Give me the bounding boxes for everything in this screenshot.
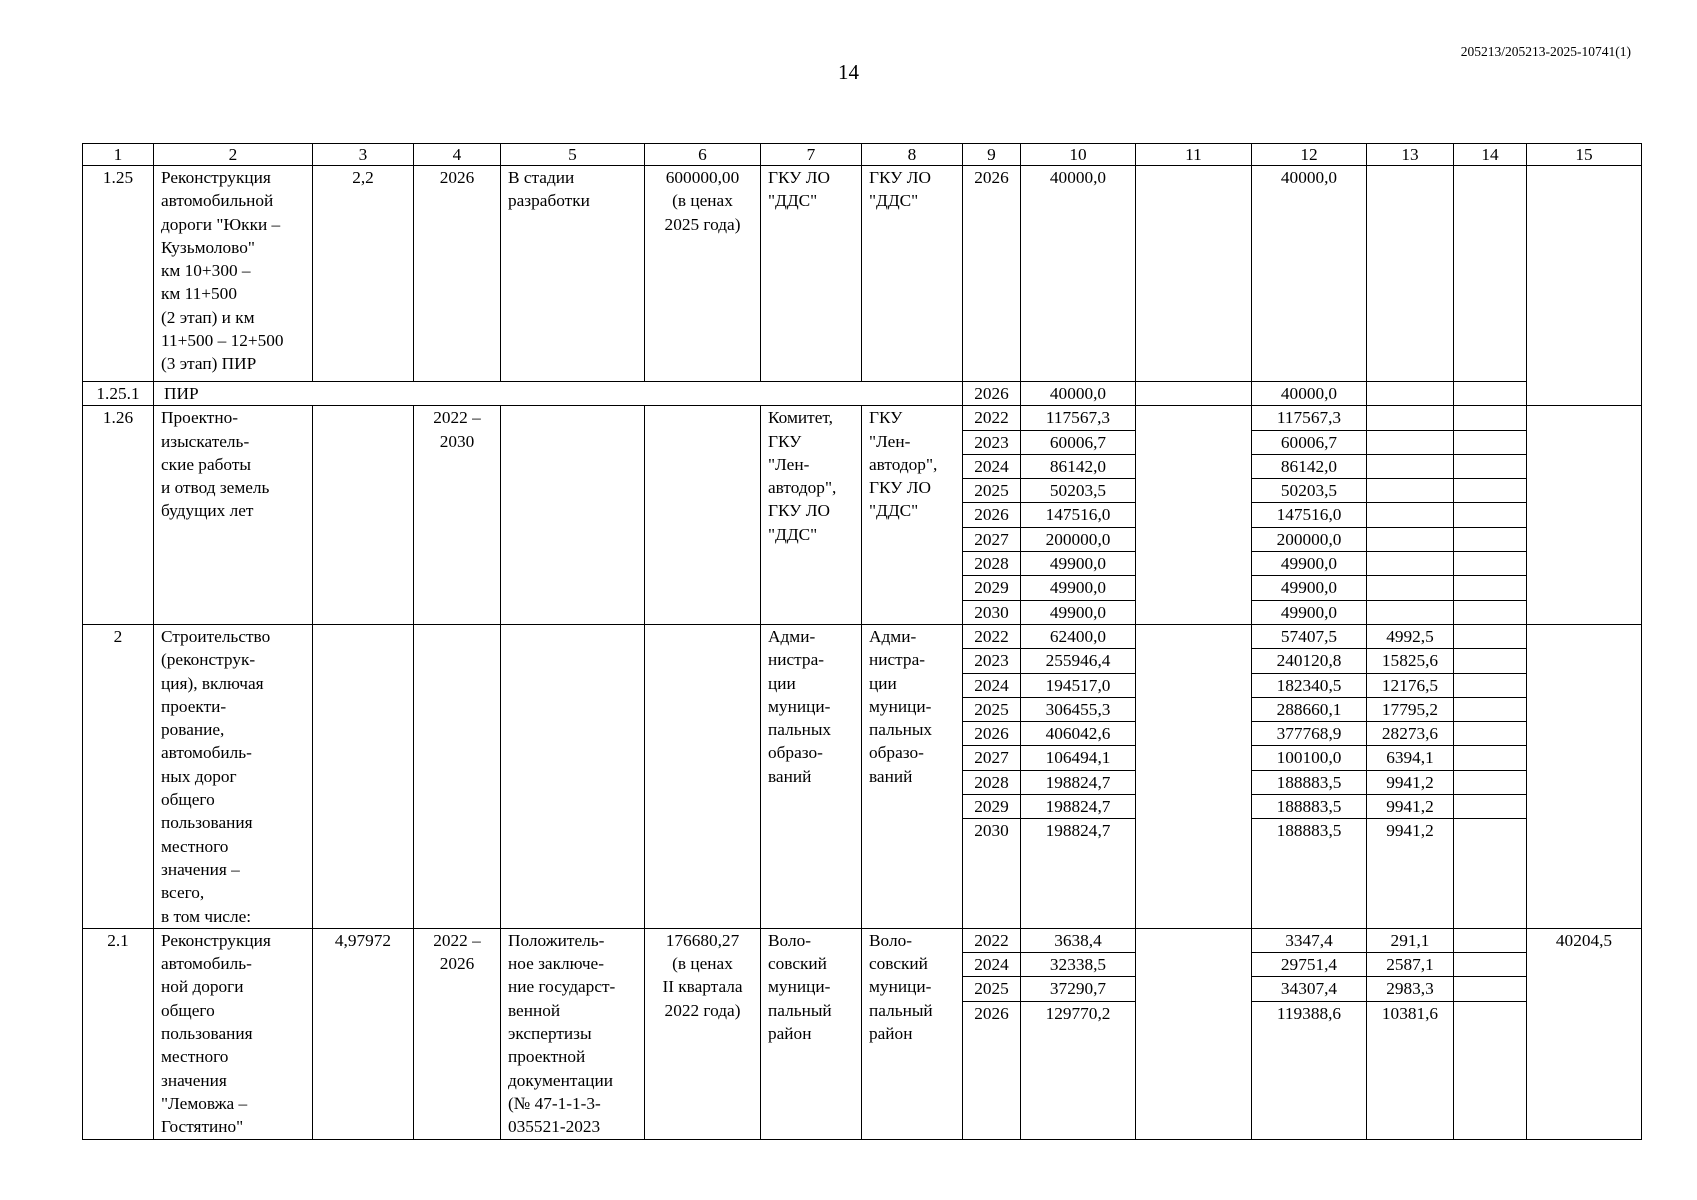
capacity-cell: 2,2 xyxy=(313,166,414,382)
year-cell: 2030 xyxy=(963,600,1021,624)
total-cell: 49900,0 xyxy=(1021,552,1136,576)
year-cell: 2024 xyxy=(963,673,1021,697)
year-cell: 2025 xyxy=(963,977,1021,1001)
regional-budget-cell: 188883,5 xyxy=(1252,819,1367,928)
empty-cell xyxy=(1136,406,1252,625)
year-cell: 2023 xyxy=(963,430,1021,454)
regional-budget-cell: 240120,8 xyxy=(1252,649,1367,673)
regional-budget-cell: 100100,0 xyxy=(1252,746,1367,770)
empty-cell xyxy=(1136,928,1252,1139)
year-cell: 2026 xyxy=(963,1001,1021,1139)
total-cell: 49900,0 xyxy=(1021,600,1136,624)
total-cell: 306455,3 xyxy=(1021,697,1136,721)
total-cell: 40000,0 xyxy=(1021,166,1136,382)
col-number: 9 xyxy=(963,144,1021,166)
empty-cell xyxy=(1454,928,1527,952)
year-cell: 2026 xyxy=(963,503,1021,527)
col-number: 1 xyxy=(83,144,154,166)
total-cell: 37290,7 xyxy=(1021,977,1136,1001)
total-cell: 86142,0 xyxy=(1021,454,1136,478)
empty-cell xyxy=(1454,454,1527,478)
empty-cell xyxy=(1527,406,1642,625)
local-budget-cell: 9941,2 xyxy=(1367,819,1454,928)
empty-cell xyxy=(1454,673,1527,697)
empty-cell xyxy=(1454,430,1527,454)
program-table xyxy=(82,143,1642,1140)
total-cell: 32338,5 xyxy=(1021,953,1136,977)
total-cell: 60006,7 xyxy=(1021,430,1136,454)
page-number: 14 xyxy=(838,60,859,84)
regional-budget-cell: 182340,5 xyxy=(1252,673,1367,697)
col-number: 10 xyxy=(1021,144,1136,166)
empty-cell xyxy=(313,406,414,625)
empty-cell xyxy=(1454,722,1527,746)
empty-cell xyxy=(1136,624,1252,928)
empty-cell xyxy=(1454,819,1527,928)
regional-budget-cell: 49900,0 xyxy=(1252,552,1367,576)
empty-cell xyxy=(1367,600,1454,624)
local-budget-cell: 6394,1 xyxy=(1367,746,1454,770)
regional-budget-cell: 288660,1 xyxy=(1252,697,1367,721)
year-cell: 2029 xyxy=(963,576,1021,600)
executor-cell: Адми- нистра- ции муници- пальных образо- ваний xyxy=(862,624,963,928)
year-cell: 2027 xyxy=(963,746,1021,770)
total-cell: 198824,7 xyxy=(1021,770,1136,794)
year-cell: 2028 xyxy=(963,770,1021,794)
total-cell: 198824,7 xyxy=(1021,819,1136,928)
table-row-1-25-1 xyxy=(83,382,1642,406)
col-number: 13 xyxy=(1367,144,1454,166)
table-row-2 xyxy=(83,624,1642,648)
col-number: 5 xyxy=(501,144,645,166)
empty-cell xyxy=(1454,503,1527,527)
regional-budget-cell: 49900,0 xyxy=(1252,576,1367,600)
total-cell: 3638,4 xyxy=(1021,928,1136,952)
empty-cell xyxy=(1454,953,1527,977)
empty-cell xyxy=(313,624,414,928)
empty-cell xyxy=(1136,166,1252,382)
empty-cell xyxy=(1454,1001,1527,1139)
object-name: Реконструкция автомобильной дороги "Юкки – Кузьмолово" км 10+300 – км 11+500 (2 этап) и км 11+500 – 12+500 (3 этап) ПИР xyxy=(154,166,313,382)
period-cell: 2022 – 2030 xyxy=(414,406,501,625)
empty-cell xyxy=(1454,527,1527,551)
status-cell: В стадии разработки xyxy=(501,166,645,382)
table-row-2-1 xyxy=(83,928,1642,952)
customer-cell: ГКУ ЛО "ДДС" xyxy=(761,166,862,382)
year-cell: 2026 xyxy=(963,166,1021,382)
col-number: 14 xyxy=(1454,144,1527,166)
row-number: 1.26 xyxy=(83,406,154,625)
customer-cell: Адми- нистра- ции муници- пальных образо- ваний xyxy=(761,624,862,928)
empty-cell xyxy=(1454,552,1527,576)
regional-budget-cell: 3347,4 xyxy=(1252,928,1367,952)
empty-cell xyxy=(1367,479,1454,503)
local-budget-cell: 2587,1 xyxy=(1367,953,1454,977)
table-row-1-26 xyxy=(83,406,1642,430)
empty-cell xyxy=(1454,382,1527,406)
local-budget-cell: 9941,2 xyxy=(1367,770,1454,794)
empty-cell xyxy=(1454,697,1527,721)
total-cell: 40000,0 xyxy=(1021,382,1136,406)
year-cell: 2023 xyxy=(963,649,1021,673)
local-budget-cell: 9941,2 xyxy=(1367,795,1454,819)
empty-cell xyxy=(1367,382,1454,406)
empty-cell xyxy=(645,624,761,928)
regional-budget-cell: 188883,5 xyxy=(1252,770,1367,794)
row-number: 1.25 xyxy=(83,166,154,382)
total-cell: 106494,1 xyxy=(1021,746,1136,770)
object-name: Реконструкция автомобиль- ной дороги общего пользования местного значения "Лемовжа – Гостятино" xyxy=(154,928,313,1139)
regional-budget-cell: 50203,5 xyxy=(1252,479,1367,503)
cost-cell: 600000,00 (в ценах 2025 года) xyxy=(645,166,761,382)
regional-budget-cell: 147516,0 xyxy=(1252,503,1367,527)
row-number: 2 xyxy=(83,624,154,928)
executor-cell: ГКУ ЛО "ДДС" xyxy=(862,166,963,382)
empty-cell xyxy=(1367,527,1454,551)
year-cell: 2027 xyxy=(963,527,1021,551)
regional-budget-cell: 60006,7 xyxy=(1252,430,1367,454)
local-budget-cell: 17795,2 xyxy=(1367,697,1454,721)
empty-cell xyxy=(1454,166,1527,382)
empty-cell xyxy=(1367,406,1454,430)
local-budget-cell: 291,1 xyxy=(1367,928,1454,952)
year-cell: 2030 xyxy=(963,819,1021,928)
year-cell: 2022 xyxy=(963,624,1021,648)
empty-cell xyxy=(1367,552,1454,576)
cost-cell: 176680,27 (в ценах II квартала 2022 года) xyxy=(645,928,761,1139)
total-cell: 198824,7 xyxy=(1021,795,1136,819)
year-cell: 2022 xyxy=(963,928,1021,952)
col-number: 6 xyxy=(645,144,761,166)
empty-cell xyxy=(645,406,761,625)
empty-cell xyxy=(1454,600,1527,624)
customer-cell: Комитет, ГКУ "Лен- автодор", ГКУ ЛО "ДДС" xyxy=(761,406,862,625)
year-cell: 2028 xyxy=(963,552,1021,576)
local-budget-cell: 12176,5 xyxy=(1367,673,1454,697)
year-cell: 2022 xyxy=(963,406,1021,430)
total-cell: 194517,0 xyxy=(1021,673,1136,697)
empty-cell xyxy=(501,624,645,928)
year-cell: 2026 xyxy=(963,382,1021,406)
local-budget-cell: 2983,3 xyxy=(1367,977,1454,1001)
total-cell: 129770,2 xyxy=(1021,1001,1136,1139)
regional-budget-cell: 117567,3 xyxy=(1252,406,1367,430)
year-cell: 2026 xyxy=(963,722,1021,746)
period-cell: 2026 xyxy=(414,166,501,382)
object-name: Строительство (реконструк- ция), включая проекти- рование, автомобиль- ных дорог общего пользования местного значения – всего, в том числе: xyxy=(154,624,313,928)
local-budget-cell: 28273,6 xyxy=(1367,722,1454,746)
empty-cell xyxy=(1454,406,1527,430)
local-budget-cell: 4992,5 xyxy=(1367,624,1454,648)
executor-cell: ГКУ "Лен- автодор", ГКУ ЛО "ДДС" xyxy=(862,406,963,625)
empty-cell xyxy=(1136,382,1252,406)
year-cell: 2024 xyxy=(963,953,1021,977)
empty-cell xyxy=(1454,795,1527,819)
object-name: ПИР xyxy=(154,382,963,406)
regional-budget-cell: 86142,0 xyxy=(1252,454,1367,478)
total-cell: 147516,0 xyxy=(1021,503,1136,527)
total-cell: 117567,3 xyxy=(1021,406,1136,430)
empty-cell xyxy=(1367,503,1454,527)
empty-cell xyxy=(1527,624,1642,928)
col-number: 12 xyxy=(1252,144,1367,166)
regional-budget-cell: 377768,9 xyxy=(1252,722,1367,746)
row-number: 2.1 xyxy=(83,928,154,1139)
total-cell: 406042,6 xyxy=(1021,722,1136,746)
empty-cell xyxy=(1527,166,1642,406)
col-number: 2 xyxy=(154,144,313,166)
empty-cell xyxy=(1367,430,1454,454)
object-name: Проектно- изыскатель- ские работы и отвод земель будущих лет xyxy=(154,406,313,625)
capacity-cell: 4,97972 xyxy=(313,928,414,1139)
year-cell: 2029 xyxy=(963,795,1021,819)
empty-cell xyxy=(1454,977,1527,1001)
year-cell: 2025 xyxy=(963,479,1021,503)
period-cell: 2022 – 2026 xyxy=(414,928,501,1139)
year-cell: 2024 xyxy=(963,454,1021,478)
table-row-1-25 xyxy=(83,166,1642,382)
year-cell: 2025 xyxy=(963,697,1021,721)
total-cell: 49900,0 xyxy=(1021,576,1136,600)
local-budget-cell: 10381,6 xyxy=(1367,1001,1454,1139)
total-cell: 255946,4 xyxy=(1021,649,1136,673)
col-number: 8 xyxy=(862,144,963,166)
regional-budget-cell: 200000,0 xyxy=(1252,527,1367,551)
customer-cell: Воло- совский муници- пальный район xyxy=(761,928,862,1139)
empty-cell xyxy=(1454,624,1527,648)
empty-cell xyxy=(1454,479,1527,503)
col-number: 4 xyxy=(414,144,501,166)
col-number: 3 xyxy=(313,144,414,166)
regional-budget-cell: 29751,4 xyxy=(1252,953,1367,977)
document-id: 205213/205213-2025-10741(1) xyxy=(1460,44,1631,59)
total-cell: 62400,0 xyxy=(1021,624,1136,648)
status-cell: Положитель- ное заключе- ние государст- венной экспертизы проектной документации (№ 47-1-1-3- 035521-2023 xyxy=(501,928,645,1139)
total-cell: 50203,5 xyxy=(1021,479,1136,503)
empty-cell xyxy=(1454,649,1527,673)
regional-budget-cell: 119388,6 xyxy=(1252,1001,1367,1139)
local-budget-cell: 15825,6 xyxy=(1367,649,1454,673)
regional-budget-cell: 40000,0 xyxy=(1252,166,1367,382)
col-number: 15 xyxy=(1527,144,1642,166)
regional-budget-cell: 49900,0 xyxy=(1252,600,1367,624)
total-cell: 200000,0 xyxy=(1021,527,1136,551)
column-number-row xyxy=(83,144,1642,166)
col-number: 7 xyxy=(761,144,862,166)
empty-cell xyxy=(1367,454,1454,478)
empty-cell xyxy=(501,406,645,625)
empty-cell xyxy=(1367,166,1454,382)
empty-cell xyxy=(1454,576,1527,600)
regional-budget-cell: 57407,5 xyxy=(1252,624,1367,648)
regional-budget-cell: 188883,5 xyxy=(1252,795,1367,819)
empty-cell xyxy=(1454,746,1527,770)
col-number: 11 xyxy=(1136,144,1252,166)
empty-cell xyxy=(1454,770,1527,794)
regional-budget-cell: 40000,0 xyxy=(1252,382,1367,406)
remaining-cost-cell: 40204,5 xyxy=(1527,928,1642,1139)
row-number: 1.25.1 xyxy=(83,382,154,406)
empty-cell xyxy=(1367,576,1454,600)
executor-cell: Воло- совский муници- пальный район xyxy=(862,928,963,1139)
empty-cell xyxy=(414,624,501,928)
regional-budget-cell: 34307,4 xyxy=(1252,977,1367,1001)
